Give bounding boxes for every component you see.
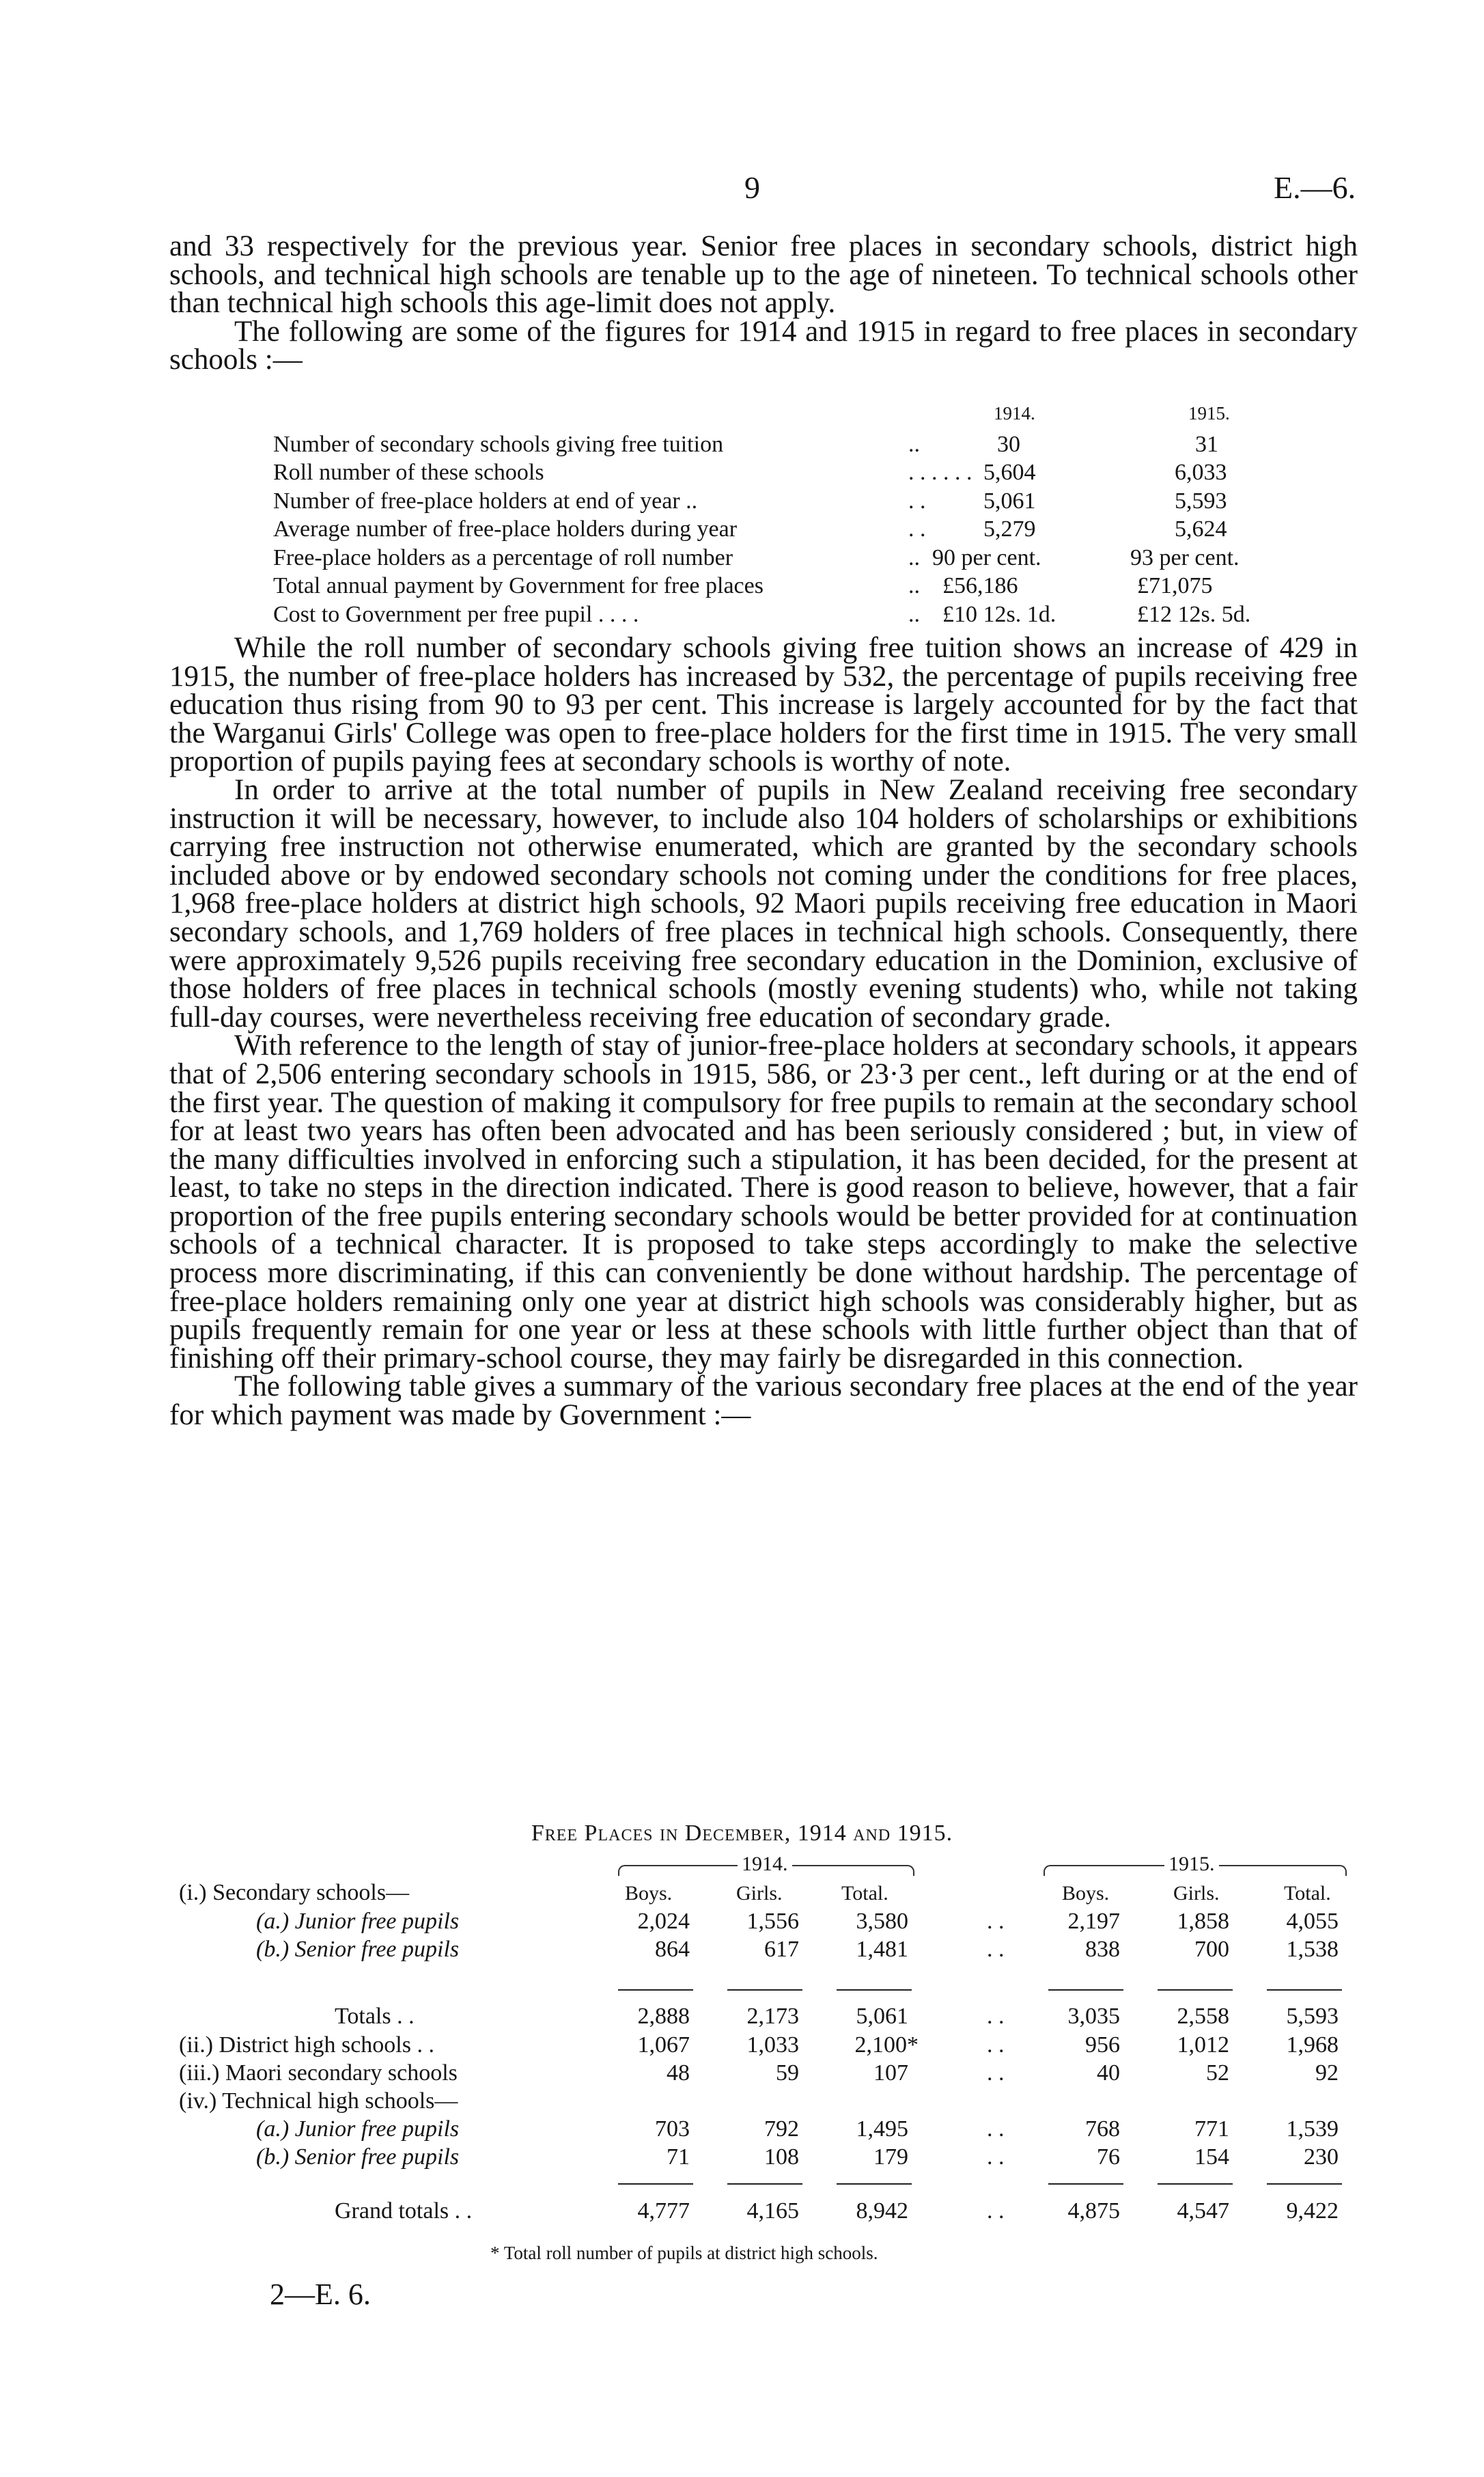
cell-girls-1915: 700 (1194, 1937, 1229, 1962)
stats-row (273, 516, 1366, 545)
cell-boys-1915: 4,875 (1067, 2198, 1120, 2224)
cell-girls-1914: 2,173 (746, 2004, 799, 2029)
paragraph-total-pupils: In order to arrive at the total number of pupils in New Zealand receiving free secondary instruction it will be necessary, however, to include also 104 holders of scholarships or exhibitions carrying free instruction not otherwise enumerated, which are granted by the secondary schools included above or by endowed secondary schools not coming under the conditions for free places, 1,968 free-place holders at district high schools, 92 Maori pupils receiving free education in Maori secondary schools, and 1,769 holders of free places in technical high schools. Consequently, there were approximately 9,526 pupils receiving free secondary education in the Dominion, exclusive of those holders of free places in technical schools (mostly evening students) who, while not taking full-day courses, were nevertheless receiving free education of secondary grade. (169, 773, 1358, 1034)
stats-dots: .. (908, 544, 920, 570)
stats-dots: . . (908, 488, 926, 514)
page-signature: 2—E. 6. (270, 2278, 371, 2311)
col-girls-1914: Girls. (736, 1882, 783, 1905)
stats-dots: . . (908, 516, 926, 542)
cell-total-1914: 3,580 (856, 1909, 908, 1934)
stats-row (273, 432, 1366, 460)
cell-total-1915: 230 (1304, 2144, 1339, 2170)
row-label: (iv.) Technical high schools— (179, 2088, 458, 2114)
cell-boys-1915: 956 (1085, 2032, 1120, 2058)
sum-rule (618, 1989, 693, 1991)
cell-total-1914: 5,061 (856, 2004, 908, 2029)
cell-total-1914: 2,100* (854, 2032, 919, 2058)
stats-label: Roll number of these schools (273, 460, 544, 485)
stats-col-1914: 1914. (994, 403, 1035, 424)
paragraph-figures-intro: The following are some of the figures for 1914 and 1915 in regard to free places in secondary schools :— (169, 315, 1358, 376)
stats-col-1915: 1915. (1188, 403, 1230, 424)
sum-rule (727, 1989, 802, 1991)
cell-boys-1915: 76 (1097, 2144, 1120, 2170)
col-boys-1915: Boys. (1062, 1882, 1110, 1905)
col-total-1915: Total. (1284, 1882, 1331, 1905)
sum-rule (1158, 1989, 1233, 1991)
row-dots: . . (987, 2032, 1005, 2058)
paragraph-continuation: and 33 respectively for the previous year. Senior free places in secondary schools, district high schools, and technical high schools are tenable up to the age of nineteen. To technical schools other than technical high schools this age-limit does not apply. (169, 230, 1358, 320)
free-places-figures-table (273, 403, 1366, 630)
row-label: (b.) Senior free pupils (256, 2144, 460, 2170)
stats-row (273, 460, 1366, 488)
cell-girls-1914: 1,556 (746, 1909, 799, 1934)
row-dots: . . (987, 2060, 1005, 2086)
main-text (169, 634, 1358, 1430)
cell-girls-1914: 108 (764, 2144, 799, 2170)
stats-value-1915: £71,075 (1137, 573, 1213, 598)
cell-boys-1915: 838 (1085, 1937, 1120, 1962)
cell-girls-1915: 154 (1194, 2144, 1229, 2170)
report-code: E.—6. (1274, 170, 1356, 205)
stats-label: Average number of free-place holders during year (273, 516, 738, 542)
cell-boys-1914: 2,888 (637, 2004, 690, 2029)
cell-girls-1914: 59 (776, 2060, 799, 2086)
sum-rule (837, 1989, 912, 1991)
col-total-1914: Total. (841, 1882, 888, 1905)
cell-total-1914: 1,481 (856, 1937, 908, 1962)
col-boys-1914: Boys. (625, 1882, 673, 1905)
cell-girls-1915: 52 (1206, 2060, 1229, 2086)
cell-total-1914: 179 (873, 2144, 908, 2170)
stats-value-1915: 6,033 (1175, 460, 1227, 485)
row-label: (iii.) Maori secondary schools (179, 2060, 458, 2086)
row-dots: . . (987, 2198, 1005, 2224)
stats-row (273, 573, 1366, 602)
stats-value-1915: 5,593 (1175, 488, 1227, 514)
cell-girls-1915: 2,558 (1177, 2004, 1229, 2029)
row-dots: . . (987, 2004, 1005, 2029)
cell-boys-1915: 3,035 (1067, 2004, 1120, 2029)
stats-value-1914: 90 per cent. (932, 544, 1041, 570)
row-dots: . . (987, 1937, 1005, 1962)
cell-boys-1914: 48 (667, 2060, 690, 2086)
stats-dots: .. (908, 431, 920, 457)
group-label-1915: 1915. (1164, 1853, 1219, 1876)
cell-boys-1914: 1,067 (637, 2032, 690, 2058)
stats-dots: .. (908, 601, 920, 627)
stats-value-1914: 5,604 (983, 460, 1036, 485)
row-dots: . . (987, 2144, 1005, 2170)
stats-label: Cost to Government per free pupil . . . . (273, 601, 639, 627)
cell-total-1914: 107 (873, 2060, 908, 2086)
group-label-1914: 1914. (738, 1853, 792, 1876)
row-dots: . . (987, 1909, 1005, 1934)
stats-header-row (273, 403, 1366, 432)
col-girls-1915: Girls. (1173, 1882, 1220, 1905)
cell-boys-1915: 768 (1085, 2116, 1120, 2142)
table-footnote: * Total roll number of pupils at district high schools. (490, 2243, 878, 2263)
cell-girls-1914: 1,033 (746, 2032, 799, 2058)
stats-value-1915: 5,624 (1175, 516, 1227, 542)
sum-rule (1267, 1989, 1342, 1991)
cell-total-1914: 1,495 (856, 2116, 908, 2142)
cell-girls-1914: 617 (764, 1937, 799, 1962)
cell-boys-1914: 703 (655, 2116, 690, 2142)
stats-value-1914: 5,061 (983, 488, 1036, 514)
page-number: 9 (744, 170, 760, 205)
stats-row (273, 602, 1366, 631)
cell-girls-1915: 1,858 (1177, 1909, 1229, 1934)
cell-girls-1914: 4,165 (746, 2198, 799, 2224)
sum-rule (1048, 1989, 1123, 1991)
stats-value-1914: 30 (997, 431, 1020, 457)
stats-value-1915: 93 per cent. (1130, 544, 1240, 570)
row-label: (a.) Junior free pupils (256, 2116, 460, 2142)
cell-boys-1914: 2,024 (637, 1909, 690, 1934)
cell-total-1915: 1,538 (1286, 1937, 1339, 1962)
stats-label: Number of free-place holders at end of year .. (273, 488, 698, 514)
row-label: (i.) Secondary schools— (179, 1880, 410, 1905)
sum-rule (1048, 2183, 1123, 2185)
row-label: (a.) Junior free pupils (256, 1909, 460, 1934)
cell-total-1915: 1,539 (1286, 2116, 1339, 2142)
cell-girls-1915: 771 (1194, 2116, 1229, 2142)
stats-label: Number of secondary schools giving free tuition (273, 431, 724, 457)
stats-label: Free-place holders as a percentage of roll number (273, 544, 733, 570)
sum-rule (618, 2183, 693, 2185)
row-label: (ii.) District high schools . . (179, 2032, 434, 2058)
cell-total-1915: 92 (1315, 2060, 1339, 2086)
cell-boys-1915: 2,197 (1067, 1909, 1120, 1934)
stats-dots: .. (908, 573, 920, 598)
paragraph-length-of-stay: With reference to the length of stay of junior-free-place holders at secondary schools, it appears that of 2,506 entering secondary schools in 1915, 586, or 23·3 per cent., left during or at the end of the first year. The question of making it compulsory for free pupils to remain at the secondary school for at least two years has often been advocated and has been seriously considered ; but, in view of the many difficulties involved in enforcing such a stipulation, it has been decided, for the present at least, to take no steps in the direction indicated. There is good reason to believe, however, that a fair proportion of the free pupils entering secondary schools would be better provided for at continuation schools of a technical character. It is proposed to take steps accordingly to make the selective process more discriminating, if this can conveniently be done without hardship. The percentage of free-place holders remaining only one year at district high schools was considerably higher, but as pupils frequently remain for one year or less at these schools with little further object than that of finishing off their primary-school course, they may fairly be disregarded in this connection. (169, 1029, 1358, 1374)
cell-total-1915: 5,593 (1286, 2004, 1339, 2029)
sum-rule (837, 2183, 912, 2185)
stats-dots: . . . . . . (908, 460, 972, 485)
sum-rule (1158, 2183, 1233, 2185)
row-label: Grand totals . . (335, 2198, 473, 2224)
paragraph-roll-increase: While the roll number of secondary schools giving free tuition shows an increase of 429 in 1915, the number of free-place holders has increased by 532, the percentage of pupils receiving free education thus rising from 90 to 93 per cent. This increase is largely accounted for by the fact that the Warganui Girls' College was open to free-place holders for the first time in 1915. The very small proportion of pupils paying fees at secondary schools is worthy of note. (169, 632, 1358, 778)
row-label: (b.) Senior free pupils (256, 1937, 460, 1962)
stats-label: Total annual payment by Government for free places (273, 573, 764, 598)
stats-value-1914: 5,279 (983, 516, 1036, 542)
stats-row (273, 488, 1366, 517)
stats-value-1915: £12 12s. 5d. (1137, 601, 1251, 627)
stats-value-1914: £10 12s. 1d. (942, 601, 1056, 627)
row-dots: . . (987, 2116, 1005, 2142)
stats-row (273, 545, 1366, 574)
cell-girls-1915: 4,547 (1177, 2198, 1229, 2224)
intro-text (169, 232, 1358, 374)
cell-total-1915: 4,055 (1286, 1909, 1339, 1934)
row-label: Totals . . (335, 2004, 415, 2029)
paragraph-table-intro: The following table gives a summary of the various secondary free places at the end of the year for which payment was made by Government :— (169, 1370, 1358, 1432)
cell-boys-1914: 4,777 (637, 2198, 690, 2224)
cell-boys-1914: 864 (655, 1937, 690, 1962)
stats-value-1915: 31 (1195, 431, 1218, 457)
cell-boys-1914: 71 (667, 2144, 690, 2170)
stats-value-1914: £56,186 (942, 573, 1018, 598)
cell-total-1914: 8,942 (856, 2198, 908, 2224)
sum-rule (1267, 2183, 1342, 2185)
cell-total-1915: 9,422 (1286, 2198, 1339, 2224)
summary-table-title: Free Places in December, 1914 and 1915. (531, 1821, 953, 1846)
cell-girls-1914: 792 (764, 2116, 799, 2142)
sum-rule (727, 2183, 802, 2185)
cell-total-1915: 1,968 (1286, 2032, 1339, 2058)
cell-girls-1915: 1,012 (1177, 2032, 1229, 2058)
cell-boys-1915: 40 (1097, 2060, 1120, 2086)
